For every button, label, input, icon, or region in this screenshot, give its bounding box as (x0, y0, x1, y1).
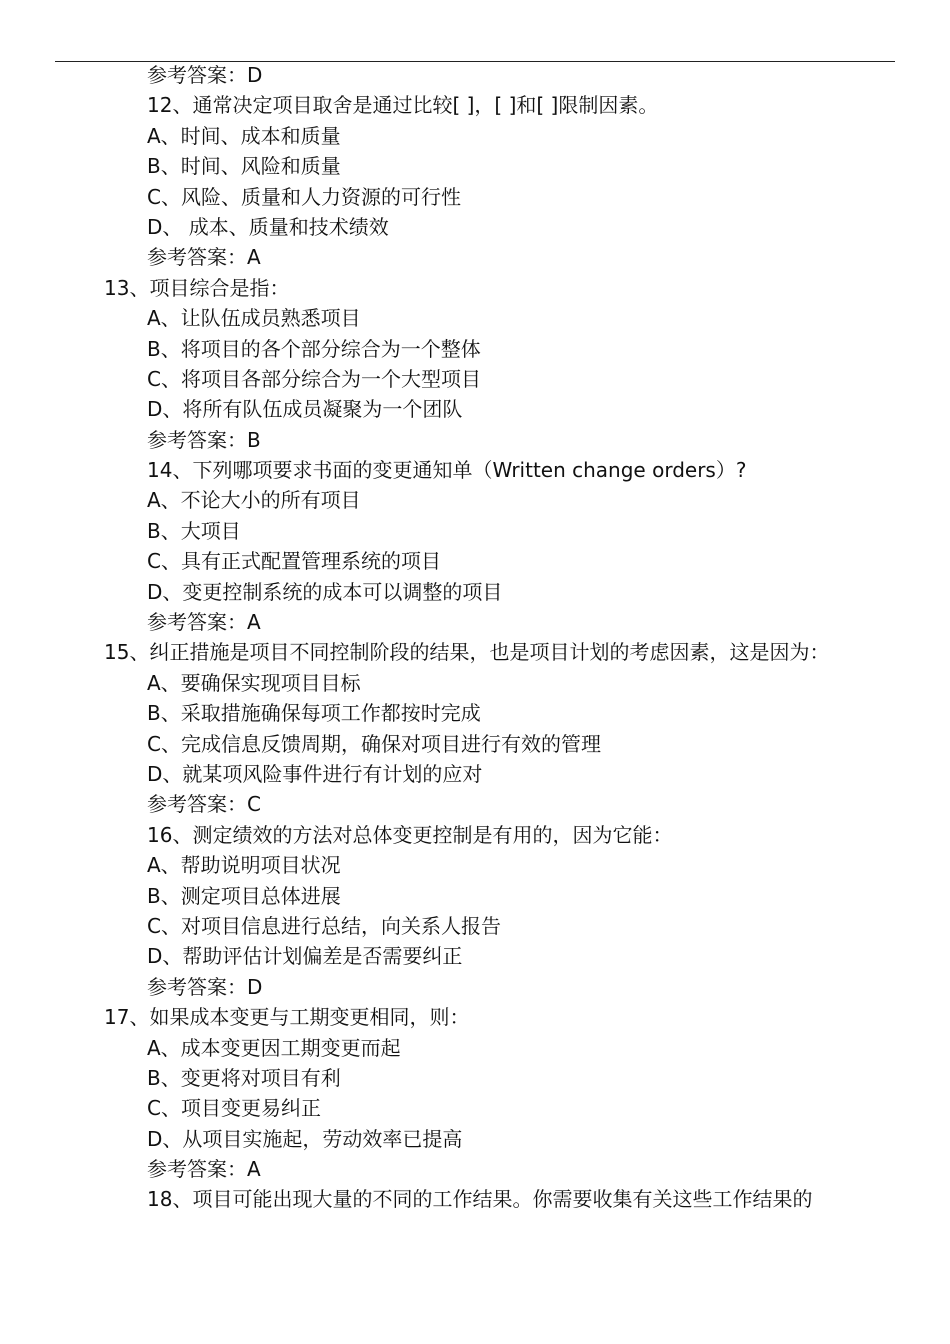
option-line: C、项目变更易纠正 (147, 1096, 321, 1121)
option-line: C、对项目信息进行总结，向关系人报告 (147, 913, 501, 938)
option-line: C、风险、质量和人力资源的可行性 (147, 184, 461, 209)
option-line: A、时间、成本和质量 (147, 123, 341, 148)
option-line: B、采取措施确保每项工作都按时完成 (147, 701, 481, 726)
option-line: D、帮助评估计划偏差是否需要纠正 (147, 944, 463, 969)
option-line: C、将项目各部分综合为一个大型项目 (147, 366, 481, 391)
option-line: C、完成信息反馈周期，确保对项目进行有效的管理 (147, 731, 601, 756)
option-line: D、从项目实施起，劳动效率已提高 (147, 1126, 463, 1151)
document-body (0, 60, 950, 1215)
option-line: B、将项目的各个部分综合为一个整体 (147, 336, 481, 361)
option-line: A、要确保实现项目目标 (147, 670, 361, 695)
answer-line: 参考答案：D (147, 63, 263, 87)
answer-line: 参考答案：D (147, 974, 263, 999)
answer-line: 参考答案：A (147, 610, 261, 635)
question-line: 15、纠正措施是项目不同控制阶段的结果，也是项目计划的考虑因素，这是因为： (104, 640, 830, 665)
option-line: B、大项目 (147, 518, 241, 543)
answer-line: 参考答案：A (147, 1157, 261, 1182)
option-line: D、就某项风险事件进行有计划的应对 (147, 761, 483, 786)
option-line: B、测定项目总体进展 (147, 883, 341, 908)
question-line: 13、项目综合是指： (104, 275, 290, 300)
option-line: A、成本变更因工期变更而起 (147, 1035, 401, 1060)
question-line: 18、项目可能出现大量的不同的工作结果。你需要收集有关这些工作结果的 (147, 1187, 813, 1212)
question-line: 17、如果成本变更与工期变更相同，则： (104, 1005, 470, 1030)
option-line: A、帮助说明项目状况 (147, 853, 341, 878)
option-line: A、不论大小的所有项目 (147, 488, 361, 513)
option-line: B、变更将对项目有利 (147, 1065, 341, 1090)
option-line: D、 成本、质量和技术绩效 (147, 214, 389, 239)
option-line: A、让队伍成员熟悉项目 (147, 306, 361, 331)
answer-line: 参考答案：A (147, 245, 261, 270)
question-line: 12、通常决定项目取舍是通过比较[ ]，[ ]和[ ]限制因素。 (147, 93, 659, 118)
question-line: 14、下列哪项要求书面的变更通知单（Written change orders）? (147, 458, 747, 483)
option-line: C、具有正式配置管理系统的项目 (147, 549, 441, 574)
option-line: D、将所有队伍成员凝聚为一个团队 (147, 397, 463, 422)
question-line: 16、测定绩效的方法对总体变更控制是有用的，因为它能： (147, 822, 673, 847)
answer-line: 参考答案：C (147, 792, 261, 817)
option-line: B、时间、风险和质量 (147, 154, 341, 179)
option-line: D、变更控制系统的成本可以调整的项目 (147, 579, 503, 604)
answer-line: 参考答案：B (147, 427, 261, 452)
